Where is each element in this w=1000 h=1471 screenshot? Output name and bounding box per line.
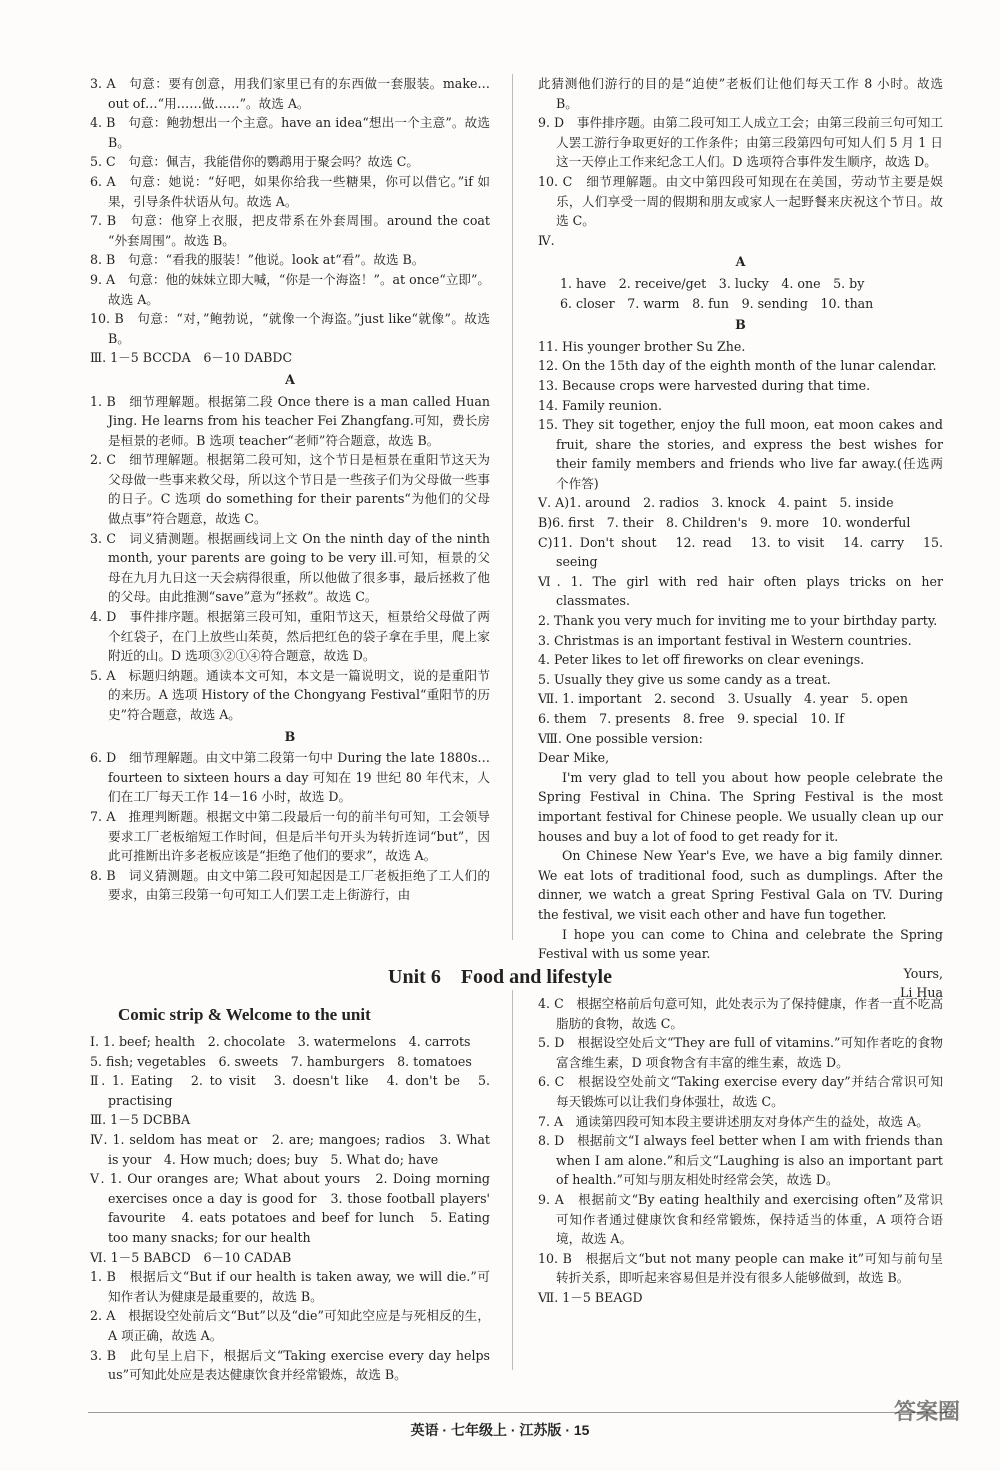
answer-item: 6. D 细节理解题。由文中第二段第一句中 During the late 1880s…fourteen to sixteen hours a day 可知在 19 世纪 80 年代末，人们在工厂每天工作 14－16 小时，故选 D。 — [90, 750, 490, 805]
answer-item: 8. B 词义猜测题。由文中第二段可知起因是工厂老板拒绝了工人们的要求，由第三段第一句可知工人们罢工走上街游行，由 — [90, 867, 490, 903]
letter-paragraph: I'm very glad to tell you about how people celebrate the Spring Festival in China. The Spring Festival is the most important festival for Chinese people. We usually clean up our houses and buy a lot of food to get ready for it. — [538, 769, 943, 844]
section-3-part-b: B — [284, 728, 296, 744]
section-4-a-answers — [538, 274, 943, 313]
answer-row: 3. Christmas is an important festival in Western countries. — [538, 632, 912, 648]
answer-item: 5. A 标题归纳题。通读本文可知，本文是一篇说明文，说的是重阳节的来历。A 选项 History of the Chongyang Festival“重阳节的历史”符合题意，故选 A。 — [90, 667, 490, 722]
bottom-right-explanations — [538, 994, 943, 1288]
answer-item: 3. C 词义猜测题。根据画线词上文 On the ninth day of the ninth month, your parents are going to be very ill.可知，桓景的父母在九月九日这一天会病得很重，所以他做了很多事，最后拯救了他的父母。由此推测“save”意为“拯救”。故选 C。 — [90, 530, 490, 605]
bottom-left-column — [90, 1032, 490, 1385]
answer-row: B)6. first 7. their 8. Children's 9. more 10. wonderful — [538, 515, 911, 531]
answer-row: 5. Usually they give us some candy as a treat. — [538, 671, 831, 687]
section-6-answers — [538, 572, 943, 690]
left-column — [90, 74, 490, 905]
answer-item: 8. D 根据前文“I always feel better when I am with friends than when I am alone.”和后文“Laughing is also an important part of health.”可知与朋友相处时经常会笑，故选 D。 — [538, 1133, 943, 1188]
section-4-part-b: B — [735, 317, 746, 333]
unit-title: Unit 6 Food and lifestyle — [388, 966, 612, 988]
answer-item: 6. C 根据设空处前文“Taking exercise every day”并结合常识可知每天锻炼可以让我们身体强壮，故选 C。 — [538, 1074, 943, 1109]
column-divider-top — [512, 74, 513, 940]
left-top-answers — [90, 74, 490, 348]
section-3-heading: Ⅲ. 1－5 BCCDA 6－10 DABDC — [90, 350, 293, 366]
answer-row: 1. have 2. receive/get 3. lucky 4. one 5. by — [560, 275, 865, 291]
answer-item: 14. Family reunion. — [538, 397, 662, 413]
section-7-answers — [538, 689, 943, 728]
answer-row: Ⅵ. 1. The girl with red hair often plays tricks on her classmates. — [538, 573, 943, 609]
letter-paragraph: I hope you can come to China and celebrate the Spring Festival with us some year. — [538, 926, 943, 962]
answer-item: 13. Because crops were harvested during that time. — [538, 377, 871, 393]
answer-item: 6. A 句意：她说：“好吧，如果你给我一些糖果，你可以借它。”if 如果，引导条件状语从句。故选 A。 — [90, 173, 490, 209]
answer-item: 7. B 句意：他穿上衣服，把皮带系在外套周围。around the coat “外套周围”。故选 B。 — [90, 213, 490, 248]
answer-item: 5. D 根据设空处后文“They are full of vitamins.”可知作者吃的食物富含维生素，D 项食物含有丰富的维生素，故选 D。 — [538, 1035, 943, 1070]
answer-row: 6. them 7. presents 8. free 9. special 10. If — [538, 711, 844, 726]
answer-row: Ⅰ. 1. beef; health 2. chocolate 3. watermelons 4. carrots — [90, 1034, 471, 1049]
answer-row: Ⅱ. 1. Eating 2. to visit 3. doesn't like 4. don't be 5. practising — [90, 1073, 490, 1108]
letter-body — [538, 768, 943, 964]
answer-item: 2. A 根据设空处前后文“But”以及“die”可知此空应是与死相反的生，A 项正确，故选 A。 — [90, 1308, 490, 1343]
bottom-left-answers — [90, 1032, 490, 1267]
letter-closing: Yours, — [903, 965, 943, 981]
answer-item: 4. D 事件排序题。根据第三段可知，重阳节这天，桓景给父母做了两个红袋子，在门上放些山茱萸，然后把红色的袋子拿在手里，爬上家附近的山。D 选项③②①④符合题意，故选 D。 — [90, 609, 490, 664]
column-divider-bottom — [512, 990, 513, 1370]
section-4-b-answers — [538, 337, 943, 494]
letter-paragraph: On Chinese New Year's Eve, we have a big family dinner. We eat lots of traditional food, such as dumplings. After the dinner, we watch a great Spring Festival Gala on TV. During the festival, we visit each other and have fun together. — [538, 848, 943, 922]
answer-item: 12. On the 15th day of the eighth month of the lunar calendar. — [538, 358, 937, 374]
answer-row: 5. fish; vegetables 6. sweets 7. hamburgers 8. tomatoes — [90, 1053, 472, 1069]
right-top-answers — [538, 74, 943, 231]
answer-row: C)11. Don't shout 12. read 13. to visit 14. carry 15. seeing — [538, 534, 943, 570]
section-3-a-answers — [90, 392, 490, 725]
section-7-bottom: Ⅶ. 1－5 BEAGD — [538, 1289, 643, 1305]
answer-row: Ⅴ. A)1. around 2. radios 3. knock 4. paint 5. inside — [538, 495, 894, 511]
answer-item: 10. B 句意：“对，”鲍勃说，“就像一个海盗。”just like“就像”。故选 B。 — [90, 311, 490, 346]
answer-row: Ⅶ. 1. important 2. second 3. Usually 4. year 5. open — [538, 691, 908, 707]
answer-item: 10. C 细节理解题。由文中第四段可知现在在美国，劳动节主要是娱乐，人们享受一周的假期和朋友或家人一起野餐来庆祝这个节日。故选 C。 — [538, 173, 943, 229]
footer-rule — [88, 1412, 948, 1413]
answer-item: 11. His younger brother Su Zhe. — [538, 338, 746, 354]
answer-item: 4. B 句意：鲍勃想出一个主意。have an idea“想出一个主意”。故选 B。 — [90, 115, 490, 150]
answer-row: Ⅲ. 1－5 DCBBA — [90, 1112, 191, 1128]
letter-greeting: Dear Mike, — [538, 750, 610, 766]
section-3-b-answers — [90, 748, 490, 905]
answer-item: 9. A 句意：他的妹妹立即大喊，“你是一个海盗！”。at once“立即”。故选 A。 — [90, 271, 490, 307]
section-4-heading: Ⅳ. — [538, 232, 555, 248]
page-footer: 英语 · 七年级上 · 江苏版 · 15 — [410, 1422, 590, 1438]
answer-item: 9. A 根据前文“By eating healthily and exercising often”及常识可知作者通过健康饮食和经常锻炼，保持适当的体重，A 项符合语境，故选 A。 — [538, 1191, 943, 1247]
answer-row: Ⅴ. 1. Our oranges are; What about yours 2. Doing morning exercises once a day is good for 3. those football players' favourite 4. eats potatoes and beef for lunch 5. Eating too many snacks; for our health — [90, 1171, 490, 1245]
answer-item: 1. B 细节理解题。根据第二段 Once there is a man called Huan Jing. He learns from his teacher Fei Zhangfang.可知，费长房是桓景的老师。B 选项 teacher“老师”符合题意，故选 B。 — [90, 393, 490, 448]
answer-item: 此猜测他们游行的目的是“迫使”老板们让他们每天工作 8 小时。故选 B。 — [538, 76, 943, 111]
answer-item: 3. B 此句呈上启下，根据后文“Taking exercise every day helps us”可知此处应是表达健康饮食并经常锻炼，故选 B。 — [90, 1347, 490, 1383]
answer-item: 7. A 通读第四段可知本段主要讲述朋友对身体产生的益处，故选 A。 — [538, 1113, 929, 1129]
answer-item: 2. C 细节理解题。根据第二段可知，这个节日是桓景在重阳节这天为父母做一些事来救父母，所以这个节日是一些孩子们为父母做一些事的日子。C 选项 do something for their parents“为他们的父母做点事”符合题意，故选 C。 — [90, 452, 490, 527]
section-5-answers — [538, 493, 943, 571]
letter-signature: Li Hua — [900, 985, 943, 1001]
answer-item: 5. C 句意：佩吉，我能借你的鹦鹉用于聚会吗？故选 C。 — [90, 154, 419, 170]
answer-item: 8. B 句意：“看我的服装！”他说。look at“看”。故选 B。 — [90, 252, 425, 268]
answer-item: 3. A 句意：要有创意，用我们家里已有的东西做一套服装。make…out of…“用……做……”。故选 A。 — [90, 76, 490, 111]
answer-item: 7. A 推理判断题。根据文中第二段最后一句的前半句可知，工会领导要求工厂老板缩短工作时间，但是后半句开头为转折连词“but”，因此可推断出许多老板应该是“拒绝了他们的要求”，故选 A。 — [90, 808, 490, 864]
answer-row: 6. closer 7. warm 8. fun 9. sending 10. than — [560, 295, 874, 311]
section-4-part-a: A — [735, 254, 746, 270]
answer-item: 9. D 事件排序题。由第二段可知工人成立工会；由第三段前三句可知工人罢工游行争取更好的工作条件；由第三段第四句可知人们 5 月 1 日这一天停止工作来纪念工人们。D 选项符合事件发生顺序，故选 D。 — [538, 115, 943, 170]
bottom-right-column — [538, 994, 943, 1308]
answer-item: 4. C 根据空格前后句意可知，此处表示为了保持健康，作者一直不吃高脂肪的食物，故选 C。 — [538, 996, 943, 1031]
answer-row: 2. Thank you very much for inviting me to your birthday party. — [538, 613, 938, 629]
section-subtitle: Comic strip & Welcome to the unit — [118, 1005, 371, 1024]
site-stamp-logo: 答案圈 — [893, 1400, 960, 1425]
answer-item: 10. B 根据后文“but not many people can make it”可知与前句呈转折关系，即听起来容易但是并没有很多人能够做到，故选 B。 — [538, 1250, 943, 1286]
answer-row: Ⅵ. 1－5 BABCD 6－10 CADAB — [90, 1249, 292, 1265]
answer-row: Ⅳ. 1. seldom has meat or 2. are; mangoes; radios 3. What is your 4. How much; does; buy 5. What do; have — [90, 1131, 490, 1167]
answer-item: 15. They sit together, enjoy the full moon, eat moon cakes and fruit, share the stories, and express the best wishes for their family members and friends who live far away.(任选两个作答) — [538, 417, 943, 491]
section-3-part-a: A — [285, 371, 295, 387]
right-column — [538, 74, 943, 1003]
answer-row: 4. Peter likes to let off fireworks on clear evenings. — [538, 652, 865, 668]
section-8-heading: Ⅷ. One possible version: — [538, 730, 703, 746]
answer-item: 1. B 根据后文“But if our health is taken away, we will die.”可知作者认为健康是最重要的，故选 B。 — [90, 1269, 490, 1304]
bottom-left-explanations — [90, 1267, 490, 1385]
